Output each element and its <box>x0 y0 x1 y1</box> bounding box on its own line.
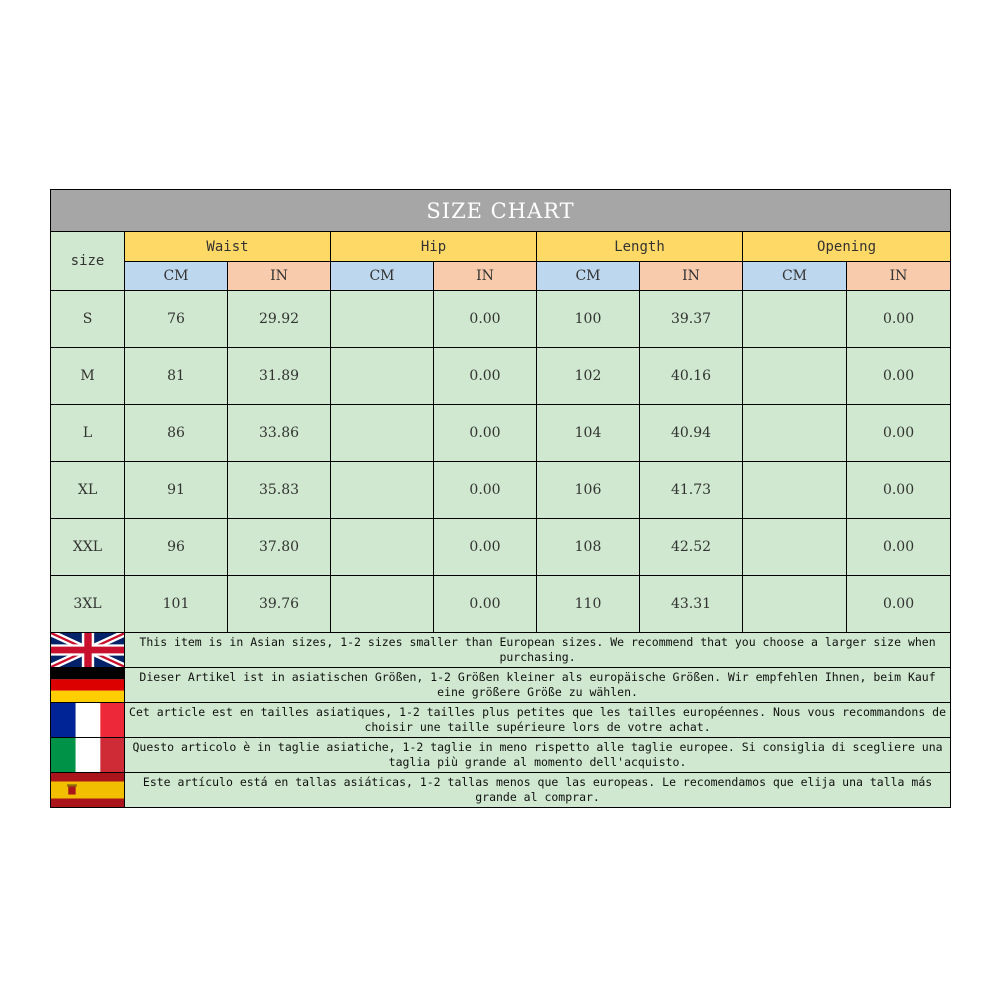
note-german: Dieser Artikel ist in asiatischen Größen, 1-2 Größen kleiner als europäische Größen. Wir empfehlen Ihnen, beim Kauf eine größere Größe zu wählen. <box>125 668 951 703</box>
waist-header: Waist <box>125 232 331 262</box>
hip-cm-cell <box>331 291 434 348</box>
flag-cell <box>51 738 125 773</box>
waist-in-cell: 29.92 <box>228 291 331 348</box>
hip-cm-cell <box>331 405 434 462</box>
length-in-header: IN <box>640 262 743 291</box>
length-cm-cell: 100 <box>537 291 640 348</box>
hip-cm-header: CM <box>331 262 434 291</box>
note-row-spanish <box>51 773 951 808</box>
size-cell: M <box>51 348 125 405</box>
hip-in-cell: 0.00 <box>434 576 537 633</box>
waist-in-header: IN <box>228 262 331 291</box>
hip-cm-cell <box>331 519 434 576</box>
length-cm-header: CM <box>537 262 640 291</box>
table-row <box>51 348 951 405</box>
waist-cm-cell: 86 <box>125 405 228 462</box>
flag-cell <box>51 773 125 808</box>
note-italian: Questo articolo è in taglie asiatiche, 1-2 taglie in meno rispetto alle taglie europee. Si consiglia di scegliere una taglia più grande al momento dell'acquisto. <box>125 738 951 773</box>
size-cell: 3XL <box>51 576 125 633</box>
size-cell: XXL <box>51 519 125 576</box>
waist-cm-cell: 76 <box>125 291 228 348</box>
hip-cm-cell <box>331 348 434 405</box>
flag-cell <box>51 668 125 703</box>
italy-flag-icon <box>51 738 125 772</box>
length-cm-cell: 104 <box>537 405 640 462</box>
length-in-cell: 40.16 <box>640 348 743 405</box>
table-row <box>51 576 951 633</box>
spain-flag-icon <box>51 773 125 807</box>
flag-cell <box>51 633 125 668</box>
opening-in-cell: 0.00 <box>847 405 951 462</box>
hip-cm-cell <box>331 576 434 633</box>
waist-in-cell: 39.76 <box>228 576 331 633</box>
opening-in-cell: 0.00 <box>847 348 951 405</box>
waist-in-cell: 37.80 <box>228 519 331 576</box>
opening-cm-header: CM <box>743 262 847 291</box>
length-cm-cell: 108 <box>537 519 640 576</box>
table-row <box>51 291 951 348</box>
uk-flag-icon <box>51 633 125 667</box>
length-cm-cell: 102 <box>537 348 640 405</box>
waist-cm-cell: 101 <box>125 576 228 633</box>
table-row <box>51 462 951 519</box>
note-english: This item is in Asian sizes, 1-2 sizes smaller than European sizes. We recommend that you choose a larger size when purchasing. <box>125 633 951 668</box>
opening-in-cell: 0.00 <box>847 291 951 348</box>
opening-cm-cell <box>743 576 847 633</box>
opening-cm-cell <box>743 462 847 519</box>
france-flag-icon <box>51 703 125 737</box>
hip-in-cell: 0.00 <box>434 291 537 348</box>
hip-cm-cell <box>331 462 434 519</box>
note-row-german <box>51 668 951 703</box>
hip-in-cell: 0.00 <box>434 405 537 462</box>
length-cm-cell: 110 <box>537 576 640 633</box>
hip-in-cell: 0.00 <box>434 348 537 405</box>
opening-header: Opening <box>743 232 951 262</box>
size-cell: L <box>51 405 125 462</box>
opening-in-cell: 0.00 <box>847 519 951 576</box>
waist-cm-header: CM <box>125 262 228 291</box>
opening-cm-cell <box>743 519 847 576</box>
waist-in-cell: 33.86 <box>228 405 331 462</box>
opening-in-cell: 0.00 <box>847 462 951 519</box>
length-in-cell: 40.94 <box>640 405 743 462</box>
note-row-english <box>51 633 951 668</box>
size-chart-table <box>50 189 951 808</box>
waist-cm-cell: 81 <box>125 348 228 405</box>
waist-cm-cell: 91 <box>125 462 228 519</box>
size-column-header: size <box>51 232 125 291</box>
chart-title: SIZE CHART <box>51 190 951 232</box>
opening-cm-cell <box>743 291 847 348</box>
waist-in-cell: 31.89 <box>228 348 331 405</box>
opening-cm-cell <box>743 405 847 462</box>
length-cm-cell: 106 <box>537 462 640 519</box>
hip-in-cell: 0.00 <box>434 519 537 576</box>
size-cell: S <box>51 291 125 348</box>
size-cell: XL <box>51 462 125 519</box>
note-row-italian <box>51 738 951 773</box>
hip-header: Hip <box>331 232 537 262</box>
germany-flag-icon <box>51 668 125 702</box>
note-spanish: Este artículo está en tallas asiáticas, 1-2 tallas menos que las europeas. Le recomendamos que elija una talla más grande al comprar. <box>125 773 951 808</box>
note-row-french <box>51 703 951 738</box>
length-in-cell: 39.37 <box>640 291 743 348</box>
length-in-cell: 41.73 <box>640 462 743 519</box>
opening-in-cell: 0.00 <box>847 576 951 633</box>
length-header: Length <box>537 232 743 262</box>
opening-cm-cell <box>743 348 847 405</box>
length-in-cell: 42.52 <box>640 519 743 576</box>
length-in-cell: 43.31 <box>640 576 743 633</box>
hip-in-cell: 0.00 <box>434 462 537 519</box>
flag-cell <box>51 703 125 738</box>
note-french: Cet article est en tailles asiatiques, 1-2 tailles plus petites que les tailles européennes. Nous vous recommandons de choisir une taille supérieure lors de votre achat. <box>125 703 951 738</box>
hip-in-header: IN <box>434 262 537 291</box>
table-row <box>51 405 951 462</box>
opening-in-header: IN <box>847 262 951 291</box>
table-row <box>51 519 951 576</box>
waist-in-cell: 35.83 <box>228 462 331 519</box>
waist-cm-cell: 96 <box>125 519 228 576</box>
